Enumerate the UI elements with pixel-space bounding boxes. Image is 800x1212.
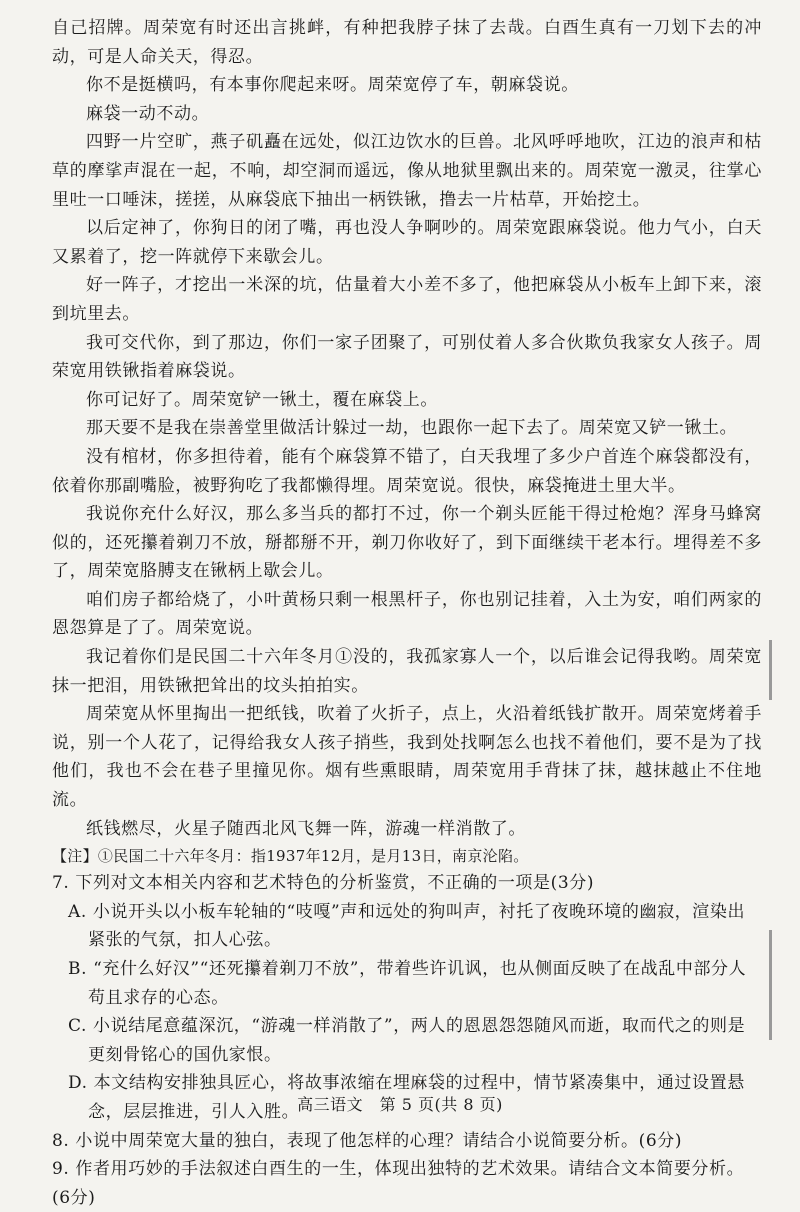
exam-page — [52, 14, 762, 1212]
story-text — [52, 14, 762, 843]
paragraph: 那天要不是我在崇善堂里做活计躲过一劫，也跟你一起下去了。周荣宽又铲一锹土。 — [86, 418, 738, 439]
option-a: A. 小说开头以小板车轮轴的“吱嘎”声和远处的狗叫声，衬托了夜晚环境的幽寂，渲染出紧张的气氛，扣人心弦。 — [68, 901, 746, 951]
paragraph: 纸钱燃尽，火星子随西北风飞舞一阵，游魂一样消散了。 — [86, 818, 526, 839]
paragraph: 自己招牌。周荣宽有时还出言挑衅，有种把我脖子抹了去哉。白酉生真有一刀划下去的冲动，可是人命关天，得忍。 — [52, 18, 762, 67]
option-c: C. 小说结尾意蕴深沉，“游魂一样消散了”，两人的恩恩怨怨随风而逝，取而代之的则是更刻骨铭心的国仇家恨。 — [68, 1016, 746, 1065]
footnote: 【注】①民国二十六年冬月：指1937年12月，是月13日，南京沦陷。 — [52, 847, 529, 866]
paragraph: 咱们房子都给烧了，小叶黄杨只剩一根黑杆子，你也别记挂着，入土为安，咱们两家的恩怨算是了了。周荣宽说。 — [52, 589, 762, 639]
scan-edge-mark — [769, 930, 772, 1040]
question-9: 9. 作者用巧妙的手法叙述白酉生的一生，体现出独特的艺术效果。请结合文本简要分析。(6分) — [52, 1159, 745, 1208]
page-footer: 高三语文 第 5 页(共 8 页) — [297, 1095, 503, 1114]
paragraph: 我可交代你，到了那边，你们一家子团聚了，可别仗着人多合伙欺负我家女人孩子。周荣宽用铁锹指着麻袋说。 — [52, 332, 762, 382]
question-7 — [52, 869, 762, 1126]
paragraph: 我记着你们是民国二十六年冬月①没的，我孤家寡人一个，以后谁会记得我哟。周荣宽抹一把泪，用铁锹把耸出的坟头拍拍实。 — [52, 647, 762, 696]
paragraph: 周荣宽从怀里掏出一把纸钱，吹着了火折子，点上，火沿着纸钱扩散开。周荣宽烤着手说，别一个人花了，记得给我女人孩子捎些，我到处找啊怎么也找不着他们，要不是为了找他们，我也不会在巷子里撞见你。烟有些熏眼睛，周荣宽用手背抹了抹，越抹越止不住地流。 — [52, 704, 762, 811]
paragraph: 没有棺材，你多担待着，能有个麻袋算不错了，白天我埋了多少户首连个麻袋都没有，依着你那副嘴脸，被野狗吃了我都懒得埋。周荣宽说。很快，麻袋掩进土里大半。 — [52, 446, 762, 496]
question-8: 8. 小说中周荣宽大量的独白，表现了他怎样的心理？请结合小说简要分析。(6分) — [52, 1130, 683, 1151]
paragraph: 麻袋一动不动。 — [86, 103, 210, 124]
paragraph: 好一阵子，才挖出一米深的坑，估量着大小差不多了，他把麻袋从小板车上卸下来，滚到坑里去。 — [52, 275, 762, 324]
paragraph: 四野一片空旷，燕子矶矗在远处，似江边饮水的巨兽。北风呼呼地吹，江边的浪声和枯草的摩挲声混在一起，不响，却空洞而遥远，像从地狱里飘出来的。周荣宽一激灵，往掌心里吐一口唾沫，搓搓，从麻袋底下抽出一柄铁锹，撸去一片枯草，开始挖土。 — [52, 132, 762, 210]
scan-edge-mark — [769, 640, 772, 700]
paragraph: 你不是挺横吗，有本事你爬起来呀。周荣宽停了车，朝麻袋说。 — [86, 75, 579, 96]
question-stem: 7. 下列对文本相关内容和艺术特色的分析鉴赏，不正确的一项是(3分) — [52, 873, 595, 894]
paragraph: 你可记好了。周荣宽铲一锹土，覆在麻袋上。 — [86, 389, 438, 410]
paragraph: 以后定神了，你狗日的闭了嘴，再也没人争啊吵的。周荣宽跟麻袋说。他力气小，白天又累着了，挖一阵就停下来歇会儿。 — [52, 218, 762, 267]
option-b: B. “充什么好汉”“还死攥着剃刀不放”，带着些许讥讽，也从侧面反映了在战乱中部分人苟且求存的心态。 — [68, 959, 747, 1008]
option-d: D. 本文结构安排独具匠心，将故事浓缩在埋麻袋的过程中，情节紧凑集中，通过设置悬念，层层推进，引人入胜。 — [68, 1073, 745, 1122]
paragraph: 我说你充什么好汉，那么多当兵的都打不过，你一个剃头匠能干得过枪炮？浑身马蜂窝似的，还死攥着剃刀不放，掰都掰不开，剃刀你收好了，到下面继续干老本行。埋得差不多了，周荣宽胳膊支在锹柄上歇会儿。 — [52, 504, 762, 582]
